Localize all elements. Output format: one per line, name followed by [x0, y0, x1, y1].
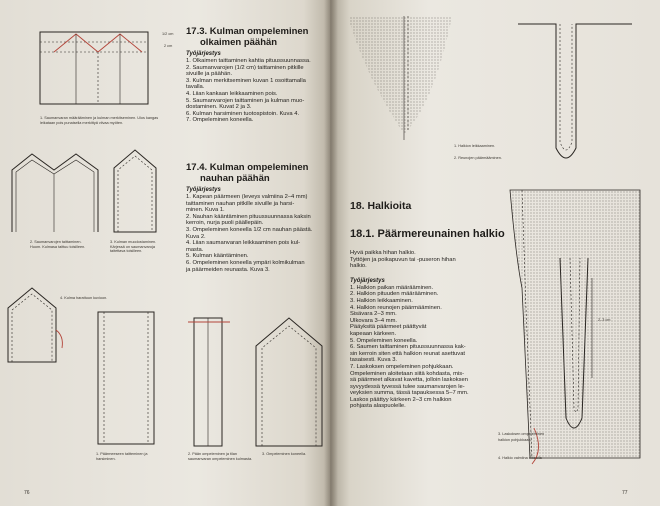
intro-line: halkio.: [350, 263, 367, 270]
list-item: 6. Saumen taittaminen pituussuunnassa kak-: [350, 344, 466, 351]
list-item: sin kerroin siten että halkion reunat asettuvat: [350, 350, 466, 357]
dimension-label-2cm: 2 cm: [164, 44, 173, 48]
list-item: 7. Ompeleminen koneella.: [186, 117, 254, 124]
list-item: ja päärmeiden reunasta. Kuva 3.: [186, 266, 270, 273]
book-gutter: [324, 0, 338, 506]
list-item: taittaminen nauhan pitkille sivuille ja harsi-: [186, 200, 295, 207]
list-item: Ompeleminen aloitetaan siitä kohdasta, mis-: [350, 370, 465, 377]
section-17-4-title-line2: nauhan päähän: [200, 173, 270, 184]
section-17-3-steps: [186, 58, 311, 124]
list-item: 6. Ompeleminen koneella ympäri kolmikulman: [186, 259, 305, 266]
list-item: Laskos päättyy kärkeen 2–3 cm halkion: [350, 396, 452, 403]
list-item: 3. Halkion leikkaaminen.: [350, 297, 413, 304]
page-number-left: 76: [24, 490, 30, 496]
figure-caption-4: 4. Kulma harattuun kuvioon.: [60, 296, 108, 300]
figure-caption-3: 3. Kulman muodostaminen. Kärjessä on saumanvaroja taitettava toisilleen.: [110, 240, 157, 254]
list-item: syvyydessä tyvessä tulee saumanvarojen le-: [350, 383, 465, 390]
section-18-title: 18. Halkioita: [350, 200, 412, 212]
list-item: 7. Laskoksen ompeleminen pohjukkaan.: [350, 363, 454, 370]
slit-hemming-diagram: [516, 18, 636, 178]
section-17-4-steps: [186, 194, 312, 273]
list-item: 4. Liian saumanvaran leikkaaminen pois kul-: [186, 240, 301, 247]
list-item: 3. Kulman merkitseminen kuvan 1 osoittamalla: [186, 77, 306, 84]
list-item: pohjasta alaspuolelle.: [350, 403, 406, 410]
list-item: masta.: [186, 246, 204, 253]
list-item: 4. Liian kankaan leikkaaminen pois.: [186, 90, 278, 97]
list-item: 5. Saumanvarojen taittaminen ja kulman muo-: [186, 97, 305, 104]
fig-caption-pleat-2: halkion pohjukkaan.: [498, 438, 532, 442]
fig-caption-slit-2: 2. Reunojen päärmääminen.: [454, 156, 502, 160]
page-number-right: 77: [622, 490, 628, 496]
list-item: sä päärmeet alkavat kavetta, jolloin laskoksen: [350, 377, 468, 384]
finished-corner-diagram: [254, 316, 324, 448]
list-item: 5. Ompeleminen koneella.: [350, 337, 418, 344]
list-item: 1. Olkaimen taittaminen kahtia pituussuunnassa.: [186, 58, 311, 64]
fig-caption-finished: 4. Halkio valmiina oikealla: [498, 456, 542, 460]
intro-line: Tyttöjen ja poikapuvun tai -puseron hihan: [350, 256, 456, 263]
section-17-3-subtitle: Työjärjestys: [186, 51, 221, 57]
list-item: 6. Kulman harsiminen tuotospistoin. Kuva 4.: [186, 110, 300, 117]
list-item: kapeaan kärkeen.: [350, 330, 397, 337]
section-17-3-title-line2: olkaimen päähän: [200, 37, 278, 48]
slit-cutting-diagram: [344, 14, 456, 144]
bottom-caption-3: 3. Ompeleminen koneella.: [262, 452, 307, 456]
list-item: 2. Saumanvarojen (1/2 cm) taittaminen pitkille: [186, 64, 304, 71]
section-17-4-subtitle: Työjärjestys: [186, 187, 221, 193]
dimension-label-half-cm: 1/2 cm: [162, 32, 174, 36]
list-item: kerroin, nurja puoli päällepäin.: [186, 220, 264, 227]
section-18-1-title: 18.1. Päärmereunainen halkio: [350, 228, 505, 240]
pleat-sewing-diagram: [470, 188, 650, 468]
corner-marking-diagram: [38, 30, 158, 110]
hemming-strip-diagram: [94, 308, 160, 448]
list-item: Kuva 2.: [186, 233, 206, 240]
list-item: 2. Halkion pituuden määrääminen.: [350, 291, 439, 298]
section-18-1-steps: [350, 285, 469, 410]
list-item: Sisävara 2–3 mm.: [350, 311, 397, 318]
bottom-caption-1: 1. Päärmeeseen taitteminen ja harsiminen.: [96, 452, 148, 461]
bottom-caption-2: 2. Pään ompeleminen ja tilan saumanvaran ompeleminen kulmasta.: [188, 452, 253, 461]
list-item: 1. Halkion paikan määrääminen.: [350, 284, 434, 291]
list-item: tavalla.: [186, 84, 205, 91]
list-item: 2. Nauhan kääntäminen pituussuunnassa kaksin: [186, 213, 311, 220]
list-item: Ulkovara 3–4 mm.: [350, 317, 398, 324]
section-17-3: [186, 26, 311, 124]
intro-line: Hyvä paikka hihan halkio.: [350, 250, 416, 256]
right-page: [330, 0, 660, 506]
basted-corner-diagram: [6, 286, 66, 366]
section-17-4: [186, 162, 312, 273]
list-item: 3. Ompeleminen koneella 1/2 cm nauhan päästä.: [186, 226, 313, 233]
list-item: sivuille ja päähän.: [186, 71, 233, 78]
pointed-corner-diagram: [112, 148, 158, 234]
list-item: 1. Kapean päärmeen (leveys valmiina 2–4 mm): [186, 194, 308, 200]
section-18-1-body: [350, 250, 469, 410]
dimension-label-slit: 2–3 cm: [598, 318, 611, 322]
fig-caption-pleat-1: 3. Laskoksen ompeleminen: [498, 432, 545, 436]
section-18-1-subtitle: Työjärjestys: [350, 277, 385, 284]
section-17-4-title-line1: 17.4. Kulman ompeleminen: [186, 162, 309, 173]
list-item: dostaminen. Kuvat 2 ja 3.: [186, 104, 252, 111]
list-item: Pääyksitä päärmeet päättyvät: [350, 324, 427, 331]
section-17-3-title-line1: 17.3. Kulman ompeleminen: [186, 26, 309, 37]
folded-seam-shape-diagram: [10, 152, 102, 234]
fig-caption-slit-1: 1. Halkion leikkaaminen.: [454, 144, 496, 148]
figure-caption-1: 1. Saumanvaran määrääminen ja kulman merkitseminen. Ulos kangas leikataan pois punaisella merkittyä viivaa myöten.: [40, 116, 159, 125]
list-item: 5. Kulman kääntäminen.: [186, 253, 249, 260]
list-item: tasaisesti. Kuva 3.: [350, 357, 398, 364]
list-item: 4. Halkion reunojen päärmääminen.: [350, 304, 442, 311]
end-sewing-diagram: [186, 310, 232, 448]
list-item: minen. Kuva 1.: [186, 207, 225, 214]
list-item: veyksien summa, tässä tapauksessa 5–7 mm.: [350, 390, 469, 397]
figure-caption-2: 2. Saumanvarojen taittaminen. Huom. Kulmasa taittuu toisilleen.: [30, 240, 86, 249]
